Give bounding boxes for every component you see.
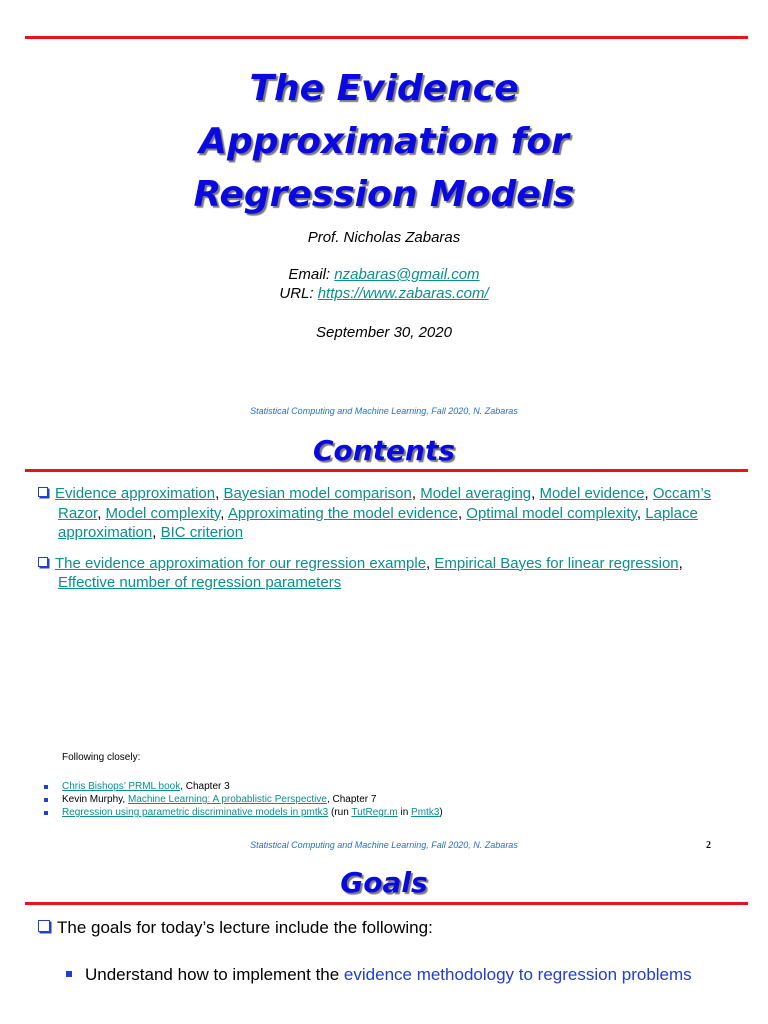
content-link[interactable]: Model evidence <box>539 485 645 502</box>
goal-highlight: evidence methodology to regression problems <box>343 965 692 984</box>
content-link[interactable]: Machine Learning: A probablistic Perspective <box>127 794 327 805</box>
content-link[interactable]: Regression using parametric discriminative models in pmtk3 <box>62 807 329 818</box>
contents-rule <box>25 469 748 472</box>
content-text: , <box>215 485 224 502</box>
content-link[interactable]: Empirical Bayes for linear regression <box>434 554 679 572</box>
content-link[interactable]: Model complexity <box>105 504 221 522</box>
title-line-3: Regression Models <box>193 174 575 215</box>
square-bullet-icon <box>44 811 48 815</box>
following-label: Following closely: <box>62 752 141 763</box>
title-line-2: Approximation for <box>199 121 569 162</box>
url-line <box>0 285 768 302</box>
content-text: in <box>397 807 412 818</box>
content-text: , Chapter 7 <box>326 794 377 805</box>
content-text: , Chapter 3 <box>180 781 230 792</box>
content-link[interactable]: BIC criterion <box>160 524 244 541</box>
email-link[interactable]: nzabaras@gmail.com <box>334 266 480 283</box>
content-text: (run <box>328 807 352 818</box>
square-bullet-icon <box>44 798 48 802</box>
main-title <box>0 62 768 221</box>
checkbox-bullet-icon <box>38 557 48 567</box>
content-text: , <box>152 524 161 541</box>
content-link[interactable]: The evidence approximation for our regression example <box>55 554 427 572</box>
content-link[interactable]: Approximating the model evidence <box>227 504 458 522</box>
date: September 30, 2020 <box>316 324 452 341</box>
content-link[interactable]: Optimal model complexity <box>466 504 637 522</box>
title-line-1: The Evidence <box>249 68 519 109</box>
goals-rule <box>25 902 748 905</box>
content-link[interactable]: TutRegr.m <box>351 807 398 818</box>
goals-intro-text: The goals for today’s lecture include the following: <box>57 918 433 937</box>
checkbox-bullet-icon <box>38 920 50 932</box>
goal-text: Understand how to implement the <box>85 965 344 984</box>
content-link[interactable]: Bayesian model comparison <box>223 485 412 502</box>
content-text: , <box>220 504 228 522</box>
email-label: Email: <box>288 266 335 283</box>
content-text: , <box>426 554 435 572</box>
reference-item <box>44 793 443 806</box>
author-name: Prof. Nicholas Zabaras <box>307 229 461 246</box>
goals-title: Goals <box>340 866 428 899</box>
url-label: URL: <box>279 285 318 302</box>
content-text: , <box>678 554 683 572</box>
content-link[interactable]: Occam’s Razor <box>58 485 711 522</box>
content-text: ) <box>439 807 443 818</box>
square-bullet-icon <box>44 785 48 789</box>
content-text: , <box>636 504 646 522</box>
content-text: , <box>644 485 653 502</box>
content-text: , <box>97 504 106 522</box>
reference-list <box>44 780 443 819</box>
slide2-footer: Statistical Computing and Machine Learning, Fall 2020, N. Zabaras <box>250 840 518 850</box>
email-line <box>0 266 768 283</box>
checkbox-bullet-icon <box>38 487 48 497</box>
content-link[interactable]: Evidence approximation <box>55 485 216 502</box>
content-text: , <box>531 485 540 502</box>
content-link[interactable]: Effective number of regression parameters <box>58 574 342 591</box>
content-link[interactable]: Pmtk3 <box>411 807 440 818</box>
reference-item <box>44 780 443 793</box>
top-rule <box>25 36 748 39</box>
content-text: , <box>457 504 467 522</box>
contents-list <box>38 484 718 604</box>
url-link[interactable]: https://www.zabaras.com/ <box>317 285 489 302</box>
goal-item <box>66 963 725 986</box>
content-link[interactable]: Laplace approximation <box>58 504 698 541</box>
reference-item <box>44 806 443 819</box>
slide1-footer: Statistical Computing and Machine Learning, Fall 2020, N. Zabaras <box>250 406 518 416</box>
content-link[interactable]: Chris Bishops’ PRML book <box>62 781 181 792</box>
page-number: 2 <box>706 840 711 851</box>
content-text: Kevin Murphy, <box>62 794 128 805</box>
contents-bullet-1 <box>38 484 718 543</box>
content-link[interactable]: Model averaging <box>420 485 532 502</box>
contents-bullet-2 <box>38 554 718 593</box>
goals-intro <box>38 918 433 938</box>
contents-title: Contents <box>312 434 456 467</box>
content-text: , <box>411 485 421 502</box>
square-bullet-icon <box>66 971 72 977</box>
